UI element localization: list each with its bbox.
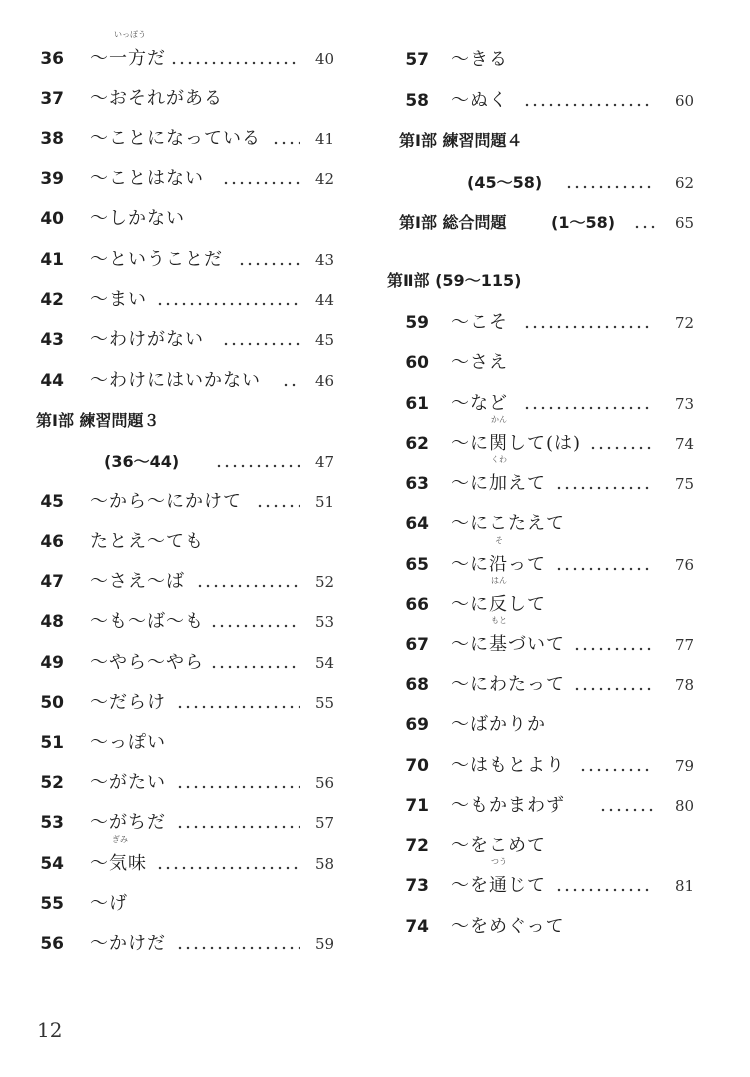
page-ref: 60: [675, 92, 695, 110]
toc-entry[interactable]: [0, 325, 345, 355]
entry-label: 〜など: [451, 393, 508, 414]
page-ref: 72: [675, 314, 695, 332]
entry-number: 55: [40, 894, 64, 914]
toc-entry[interactable]: [0, 889, 345, 919]
exercise-heading[interactable]: 第Ⅰ部 練習問題３: [36, 411, 160, 430]
leader-dots: [573, 630, 653, 660]
entry-label: 〜をめぐって: [451, 916, 565, 937]
entry-label: 〜もかまわず: [451, 795, 565, 816]
entry-number: 54: [40, 854, 64, 874]
entry-number: 48: [40, 612, 64, 632]
furigana: そ: [495, 536, 503, 545]
page-ref: 59: [315, 935, 335, 953]
toc-entry[interactable]: [0, 527, 345, 557]
entry-label: 〜から〜にかけて: [90, 491, 242, 512]
page-ref: 81: [675, 877, 695, 895]
toc-entry[interactable]: [383, 415, 703, 459]
page-ref: 58: [315, 855, 335, 873]
leader-dots: [579, 751, 653, 781]
entry-label: 〜っぽい: [90, 732, 166, 753]
entry-label: 〜ばかりか: [451, 714, 546, 735]
leader-dots: [633, 208, 655, 238]
toc-entry[interactable]: [0, 567, 345, 597]
toc-entry[interactable]: [0, 648, 345, 678]
page-ref: 62: [675, 174, 695, 192]
review-range: (1〜58): [551, 213, 616, 232]
entry-number: 68: [405, 675, 429, 695]
entry-label: 〜かけだ: [90, 933, 166, 954]
furigana: ぎみ: [112, 835, 128, 844]
toc-entry[interactable]: [383, 831, 703, 861]
toc-entry[interactable]: [0, 124, 345, 154]
page-ref: 47: [315, 453, 335, 471]
entry-label: 〜さえ〜ば: [90, 571, 185, 592]
toc-entry[interactable]: [0, 245, 345, 275]
toc-entry[interactable]: [383, 45, 703, 75]
entry-number: 36: [40, 49, 64, 69]
entry-label: 〜に沿って そ: [451, 536, 546, 575]
toc-entry[interactable]: [383, 616, 703, 660]
entry-label: 〜はもとより: [451, 755, 565, 776]
toc-entry[interactable]: [0, 366, 345, 396]
page-ref: 74: [675, 435, 695, 453]
entry-label: 〜も〜ば〜も: [90, 611, 204, 632]
toc-entry[interactable]: [0, 768, 345, 798]
page-ref: 44: [315, 291, 335, 309]
review-heading: 第Ⅰ部 総合問題: [399, 213, 507, 232]
page-ref: 65: [675, 214, 695, 232]
toc-entry[interactable]: [383, 857, 703, 901]
page-ref: 77: [675, 636, 695, 654]
page-number: 12: [37, 1018, 63, 1042]
entry-label: 〜ことになっている: [90, 128, 261, 149]
exercise-heading[interactable]: 第Ⅰ部 練習問題４: [399, 131, 523, 150]
entry-label: 〜こそ: [451, 312, 508, 333]
leader-dots: [555, 871, 653, 901]
leader-dots: [210, 648, 300, 678]
entry-number: 59: [405, 313, 429, 333]
page-ref: 46: [315, 372, 335, 390]
entry-number: 49: [40, 653, 64, 673]
leader-dots: [176, 688, 300, 718]
page-ref: 75: [675, 475, 695, 493]
toc-entry[interactable]: [383, 509, 703, 539]
entry-label: 〜に加えて くわ: [451, 455, 546, 494]
leader-dots: [282, 366, 300, 396]
page-ref: 51: [315, 493, 335, 511]
entry-label: 〜一方だ いっぽう: [90, 30, 166, 69]
entry-number: 72: [405, 836, 429, 856]
page-ref: 45: [315, 331, 335, 349]
leader-dots: [222, 164, 300, 194]
entry-label: たとえ〜ても: [90, 531, 204, 552]
entry-label: 〜に基づいて もと: [451, 616, 565, 655]
toc-entry[interactable]: [0, 607, 345, 637]
entry-number: 61: [405, 394, 429, 414]
leader-dots: [565, 168, 653, 198]
exercise-range-row[interactable]: [0, 447, 345, 477]
entry-number: 40: [40, 209, 64, 229]
entry-number: 69: [405, 715, 429, 735]
toc-entry[interactable]: [0, 808, 345, 838]
leader-dots: [238, 245, 300, 275]
toc-entry[interactable]: [0, 164, 345, 194]
entry-label: 〜さえ: [451, 352, 508, 373]
entry-label: 〜ことはない: [90, 168, 204, 189]
leader-dots: [523, 86, 653, 116]
page-ref: 56: [315, 774, 335, 792]
entry-label: 〜まい: [90, 289, 147, 310]
entry-number: 73: [405, 876, 429, 896]
entry-number: 41: [40, 250, 64, 270]
entry-label: 〜がちだ: [90, 812, 166, 833]
entry-number: 57: [405, 50, 429, 70]
entry-number: 50: [40, 693, 64, 713]
leader-dots: [210, 607, 300, 637]
part-heading[interactable]: 第Ⅱ部 (59〜115): [387, 271, 522, 290]
review-row[interactable]: [383, 208, 703, 238]
exercise-range: (45〜58): [467, 173, 543, 192]
toc-entry[interactable]: [383, 791, 703, 821]
page-ref: 80: [675, 797, 695, 815]
entry-label: 〜気味 ぎみ: [90, 835, 147, 874]
entry-number: 58: [405, 91, 429, 111]
entry-label: 〜ぬく: [451, 90, 508, 111]
entry-label: 〜を通じて つう: [451, 857, 546, 896]
entry-label: 〜にわたって: [451, 674, 565, 695]
entry-number: 64: [405, 514, 429, 534]
leader-dots: [156, 849, 300, 879]
entry-number: 56: [40, 934, 64, 954]
entry-label: 〜やら〜やら: [90, 652, 204, 673]
entry-label: 〜がたい: [90, 772, 166, 793]
leader-dots: [555, 469, 653, 499]
toc-entry[interactable]: [383, 576, 703, 620]
entry-number: 62: [405, 434, 429, 454]
entry-number: 38: [40, 129, 64, 149]
toc-entry[interactable]: [0, 30, 345, 74]
leader-dots: [176, 929, 300, 959]
furigana: つう: [491, 857, 507, 866]
entry-label: 〜にこたえて: [451, 513, 565, 534]
toc-entry[interactable]: [383, 536, 703, 580]
toc-entry[interactable]: [383, 912, 703, 942]
toc-entry[interactable]: [0, 728, 345, 758]
entry-number: 65: [405, 555, 429, 575]
entry-label: 〜に反して はん: [451, 576, 546, 615]
leader-dots: [589, 429, 653, 459]
page-ref: 52: [315, 573, 335, 591]
entry-number: 46: [40, 532, 64, 552]
entry-label: 〜きる: [451, 49, 508, 70]
toc-entry[interactable]: [383, 348, 703, 378]
entry-number: 74: [405, 917, 429, 937]
leader-dots: [170, 44, 300, 74]
toc-entry[interactable]: [0, 84, 345, 114]
exercise-range: (36〜44): [104, 452, 180, 471]
entry-number: 45: [40, 492, 64, 512]
leader-dots: [156, 285, 300, 315]
leader-dots: [215, 447, 300, 477]
leader-dots: [272, 124, 300, 154]
page-ref: 79: [675, 757, 695, 775]
page-ref: 54: [315, 654, 335, 672]
entry-label: 〜おそれがある: [90, 88, 223, 109]
toc-entry[interactable]: [383, 710, 703, 740]
toc-entry[interactable]: [0, 285, 345, 315]
toc-entry[interactable]: [0, 204, 345, 234]
furigana: くわ: [491, 455, 507, 464]
entry-number: 70: [405, 756, 429, 776]
entry-label: 〜に関して(は) かん: [451, 415, 582, 454]
furigana: はん: [491, 576, 507, 585]
page-ref: 40: [315, 50, 335, 68]
entry-number: 39: [40, 169, 64, 189]
page-ref: 42: [315, 170, 335, 188]
furigana: かん: [491, 415, 507, 424]
toc-entry[interactable]: [0, 688, 345, 718]
entry-label: 〜わけがない: [90, 329, 204, 350]
page-ref: 53: [315, 613, 335, 631]
page-ref: 55: [315, 694, 335, 712]
entry-label: 〜わけにはいかない: [90, 370, 261, 391]
page-ref: 43: [315, 251, 335, 269]
toc-entry[interactable]: [383, 670, 703, 700]
page-ref: 57: [315, 814, 335, 832]
entry-number: 43: [40, 330, 64, 350]
leader-dots: [573, 670, 653, 700]
entry-label: 〜をこめて: [451, 835, 546, 856]
leader-dots: [222, 325, 300, 355]
leader-dots: [256, 487, 300, 517]
leader-dots: [176, 768, 300, 798]
leader-dots: [196, 567, 300, 597]
entry-label: 〜ということだ: [90, 249, 223, 270]
leader-dots: [599, 791, 653, 821]
leader-dots: [523, 389, 653, 419]
entry-number: 66: [405, 595, 429, 615]
entry-number: 67: [405, 635, 429, 655]
exercise-range-row[interactable]: [383, 168, 703, 198]
entry-label: 〜だらけ: [90, 692, 166, 713]
entry-label: 〜しかない: [90, 208, 185, 229]
leader-dots: [555, 550, 653, 580]
toc-entry[interactable]: [0, 487, 345, 517]
toc-entry[interactable]: [0, 929, 345, 959]
toc-entry[interactable]: [0, 835, 345, 879]
leader-dots: [176, 808, 300, 838]
entry-number: 37: [40, 89, 64, 109]
furigana: いっぽう: [114, 30, 146, 39]
toc-entry[interactable]: [383, 389, 703, 419]
toc-entry[interactable]: [383, 86, 703, 116]
entry-label: 〜げ: [90, 893, 128, 914]
entry-number: 47: [40, 572, 64, 592]
page-ref: 73: [675, 395, 695, 413]
furigana: もと: [491, 616, 507, 625]
toc-entry[interactable]: [383, 751, 703, 781]
entry-number: 52: [40, 773, 64, 793]
leader-dots: [523, 308, 653, 338]
page-ref: 41: [315, 130, 335, 148]
entry-number: 53: [40, 813, 64, 833]
entry-number: 63: [405, 474, 429, 494]
page-ref: 78: [675, 676, 695, 694]
entry-number: 44: [40, 371, 64, 391]
page-ref: 76: [675, 556, 695, 574]
entry-number: 71: [405, 796, 429, 816]
toc-entry[interactable]: [383, 308, 703, 338]
entry-number: 42: [40, 290, 64, 310]
entry-number: 60: [405, 353, 429, 373]
toc-entry[interactable]: [383, 455, 703, 499]
entry-number: 51: [40, 733, 64, 753]
